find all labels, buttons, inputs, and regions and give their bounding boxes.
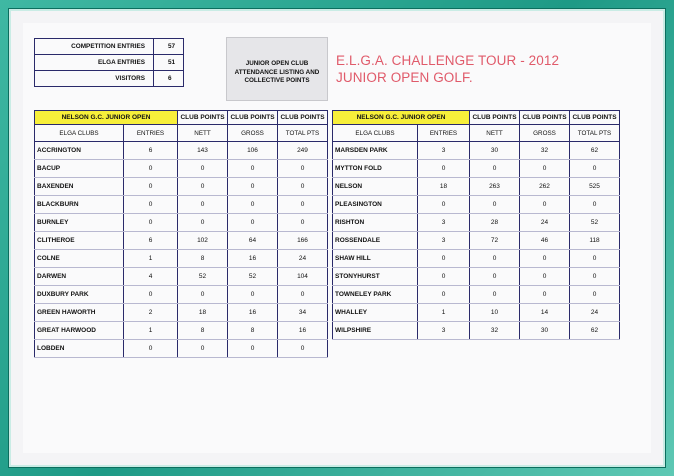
- table-row: [35, 250, 328, 268]
- total-points-cell: 62: [570, 322, 620, 340]
- summary-value: 6: [154, 71, 184, 87]
- gross-points-cell: 0: [520, 286, 570, 304]
- total-points-cell: 0: [570, 196, 620, 214]
- club-name-cell: WILPSHIRE: [333, 322, 418, 340]
- nett-points-cell: 8: [178, 322, 228, 340]
- gross-points-cell: 32: [520, 142, 570, 160]
- entries-cell: 0: [124, 178, 178, 196]
- table-row: [35, 322, 328, 340]
- table-row: [333, 232, 620, 250]
- entries-cell: 0: [418, 196, 470, 214]
- gross-points-cell: 52: [228, 268, 278, 286]
- table-row: [333, 322, 620, 340]
- table-row: [35, 340, 328, 358]
- club-name-cell: DUXBURY PARK: [35, 286, 124, 304]
- gross-points-cell: 0: [520, 196, 570, 214]
- club-name-cell: BLACKBURN: [35, 196, 124, 214]
- club-name-cell: BACUP: [35, 160, 124, 178]
- entries-cell: 0: [124, 340, 178, 358]
- gross-points-cell: 0: [520, 268, 570, 286]
- gross-points-cell: 0: [228, 196, 278, 214]
- table-row: [35, 304, 328, 322]
- total-points-cell: 0: [570, 250, 620, 268]
- gross-points-cell: 106: [228, 142, 278, 160]
- club-name-cell: COLNE: [35, 250, 124, 268]
- club-name-cell: TOWNELEY PARK: [333, 286, 418, 304]
- table-row: [333, 214, 620, 232]
- entries-cell: 6: [124, 142, 178, 160]
- total-points-cell: 0: [278, 340, 328, 358]
- total-points-cell: 0: [278, 214, 328, 232]
- entries-cell: 1: [124, 250, 178, 268]
- table-row: [333, 142, 620, 160]
- club-name-cell: PLEASINGTON: [333, 196, 418, 214]
- club-name-cell: BURNLEY: [35, 214, 124, 232]
- nett-points-cell: 0: [470, 268, 520, 286]
- gross-points-cell: 14: [520, 304, 570, 322]
- summary-label: COMPETITION ENTRIES: [35, 39, 154, 55]
- table-subheader-row: [333, 125, 620, 142]
- club-name-cell: CLITHEROE: [35, 232, 124, 250]
- total-points-cell: 0: [278, 160, 328, 178]
- table-row: [35, 178, 328, 196]
- column-header: CLUB POINTS: [570, 111, 620, 125]
- summary-label: ELGA ENTRIES: [35, 55, 154, 71]
- total-points-cell: 34: [278, 304, 328, 322]
- total-points-cell: 0: [570, 160, 620, 178]
- entries-cell: 0: [124, 214, 178, 232]
- gross-points-cell: 0: [228, 214, 278, 232]
- gross-points-cell: 262: [520, 178, 570, 196]
- nett-points-cell: 32: [470, 322, 520, 340]
- table-row: [333, 250, 620, 268]
- event-title: [336, 52, 559, 86]
- nett-points-cell: 10: [470, 304, 520, 322]
- nett-points-cell: 28: [470, 214, 520, 232]
- total-points-cell: 0: [570, 268, 620, 286]
- column-header: CLUB POINTS: [228, 111, 278, 125]
- table-row: [35, 214, 328, 232]
- nett-points-cell: 0: [470, 286, 520, 304]
- entries-cell: 18: [418, 178, 470, 196]
- nett-points-cell: 0: [178, 286, 228, 304]
- entries-cell: 1: [418, 304, 470, 322]
- total-points-cell: 24: [570, 304, 620, 322]
- total-points-cell: 118: [570, 232, 620, 250]
- entries-cell: 0: [124, 160, 178, 178]
- gross-points-cell: 46: [520, 232, 570, 250]
- column-header: TOTAL PTS: [278, 125, 328, 142]
- gross-points-cell: 0: [520, 160, 570, 178]
- entries-cell: 6: [124, 232, 178, 250]
- results-table-left: [34, 110, 328, 358]
- column-header: ENTRIES: [124, 125, 178, 142]
- note-line: COLLECTIVE POINTS: [244, 77, 310, 84]
- club-name-cell: STONYHURST: [333, 268, 418, 286]
- nett-points-cell: 0: [178, 214, 228, 232]
- column-header: CLUB POINTS: [520, 111, 570, 125]
- nett-points-cell: 263: [470, 178, 520, 196]
- table-row: [35, 232, 328, 250]
- nett-points-cell: 143: [178, 142, 228, 160]
- club-name-cell: SHAW HILL: [333, 250, 418, 268]
- club-name-cell: DARWEN: [35, 268, 124, 286]
- entries-cell: 0: [418, 160, 470, 178]
- nett-points-cell: 18: [178, 304, 228, 322]
- gross-points-cell: 30: [520, 322, 570, 340]
- total-points-cell: 52: [570, 214, 620, 232]
- nett-points-cell: 52: [178, 268, 228, 286]
- column-header: ELGA CLUBS: [35, 125, 124, 142]
- entries-cell: 0: [124, 196, 178, 214]
- entries-cell: 0: [418, 268, 470, 286]
- gross-points-cell: 16: [228, 304, 278, 322]
- nett-points-cell: 0: [470, 250, 520, 268]
- summary-row: [35, 39, 184, 55]
- entries-cell: 4: [124, 268, 178, 286]
- entries-cell: 3: [418, 142, 470, 160]
- nett-points-cell: 0: [178, 196, 228, 214]
- total-points-cell: 0: [570, 286, 620, 304]
- entries-cell: 1: [124, 322, 178, 340]
- gross-points-cell: 0: [228, 178, 278, 196]
- table-row: [333, 178, 620, 196]
- club-name-cell: MYTTON FOLD: [333, 160, 418, 178]
- table-row: [35, 196, 328, 214]
- column-header: NETT: [178, 125, 228, 142]
- table-subheader-row: [35, 125, 328, 142]
- table-row: [333, 196, 620, 214]
- total-points-cell: 16: [278, 322, 328, 340]
- column-header: NETT: [470, 125, 520, 142]
- attendance-note-box: [226, 37, 328, 101]
- club-name-cell: GREAT HARWOOD: [35, 322, 124, 340]
- entries-cell: 0: [418, 286, 470, 304]
- gross-points-cell: 64: [228, 232, 278, 250]
- table-row: [333, 304, 620, 322]
- table-row: [35, 286, 328, 304]
- table-row: [333, 268, 620, 286]
- club-name-cell: WHALLEY: [333, 304, 418, 322]
- club-name-cell: MARSDEN PARK: [333, 142, 418, 160]
- table-row: [35, 160, 328, 178]
- total-points-cell: 104: [278, 268, 328, 286]
- club-name-cell: ACCRINGTON: [35, 142, 124, 160]
- entries-summary-table: [34, 38, 184, 87]
- table-row: [333, 286, 620, 304]
- entries-cell: 0: [124, 286, 178, 304]
- club-name-cell: ROSSENDALE: [333, 232, 418, 250]
- club-name-cell: NELSON: [333, 178, 418, 196]
- summary-row: [35, 71, 184, 87]
- column-header: ENTRIES: [418, 125, 470, 142]
- entries-cell: 3: [418, 322, 470, 340]
- nett-points-cell: 8: [178, 250, 228, 268]
- nett-points-cell: 0: [470, 160, 520, 178]
- nett-points-cell: 0: [178, 178, 228, 196]
- nett-points-cell: 0: [178, 340, 228, 358]
- nett-points-cell: 30: [470, 142, 520, 160]
- club-name-cell: GREEN HAWORTH: [35, 304, 124, 322]
- total-points-cell: 0: [278, 286, 328, 304]
- table-header-row: [35, 111, 328, 125]
- column-header: GROSS: [520, 125, 570, 142]
- nett-points-cell: 72: [470, 232, 520, 250]
- note-line: ATTENDANCE LISTING AND: [234, 68, 320, 76]
- nett-points-cell: 0: [178, 160, 228, 178]
- event-header: NELSON G.C. JUNIOR OPEN: [35, 111, 178, 125]
- gross-points-cell: 0: [228, 340, 278, 358]
- club-name-cell: RISHTON: [333, 214, 418, 232]
- table-header-row: [333, 111, 620, 125]
- event-header: NELSON G.C. JUNIOR OPEN: [333, 111, 470, 125]
- total-points-cell: 0: [278, 196, 328, 214]
- club-name-cell: BAXENDEN: [35, 178, 124, 196]
- summary-value: 51: [154, 55, 184, 71]
- table-row: [35, 268, 328, 286]
- event-title-line: JUNIOR OPEN GOLF.: [336, 70, 473, 85]
- column-header: CLUB POINTS: [178, 111, 228, 125]
- column-header: ELGA CLUBS: [333, 125, 418, 142]
- table-row: [333, 160, 620, 178]
- summary-row: [35, 55, 184, 71]
- gross-points-cell: 16: [228, 250, 278, 268]
- gross-points-cell: 8: [228, 322, 278, 340]
- note-line: JUNIOR OPEN CLUB: [245, 60, 309, 67]
- table-row: [35, 142, 328, 160]
- entries-cell: 3: [418, 232, 470, 250]
- total-points-cell: 166: [278, 232, 328, 250]
- total-points-cell: 0: [278, 178, 328, 196]
- gross-points-cell: 0: [228, 160, 278, 178]
- nett-points-cell: 0: [470, 196, 520, 214]
- total-points-cell: 62: [570, 142, 620, 160]
- nett-points-cell: 102: [178, 232, 228, 250]
- column-header: GROSS: [228, 125, 278, 142]
- total-points-cell: 249: [278, 142, 328, 160]
- column-header: TOTAL PTS: [570, 125, 620, 142]
- column-header: CLUB POINTS: [278, 111, 328, 125]
- summary-label: VISITORS: [35, 71, 154, 87]
- gross-points-cell: 0: [228, 286, 278, 304]
- summary-value: 57: [154, 39, 184, 55]
- total-points-cell: 24: [278, 250, 328, 268]
- column-header: CLUB POINTS: [470, 111, 520, 125]
- entries-cell: 0: [418, 250, 470, 268]
- gross-points-cell: 0: [520, 250, 570, 268]
- entries-cell: 3: [418, 214, 470, 232]
- gross-points-cell: 24: [520, 214, 570, 232]
- entries-cell: 2: [124, 304, 178, 322]
- total-points-cell: 525: [570, 178, 620, 196]
- event-title-line: E.L.G.A. CHALLENGE TOUR - 2012: [336, 53, 560, 68]
- results-table-right: [332, 110, 620, 340]
- club-name-cell: LOBDEN: [35, 340, 124, 358]
